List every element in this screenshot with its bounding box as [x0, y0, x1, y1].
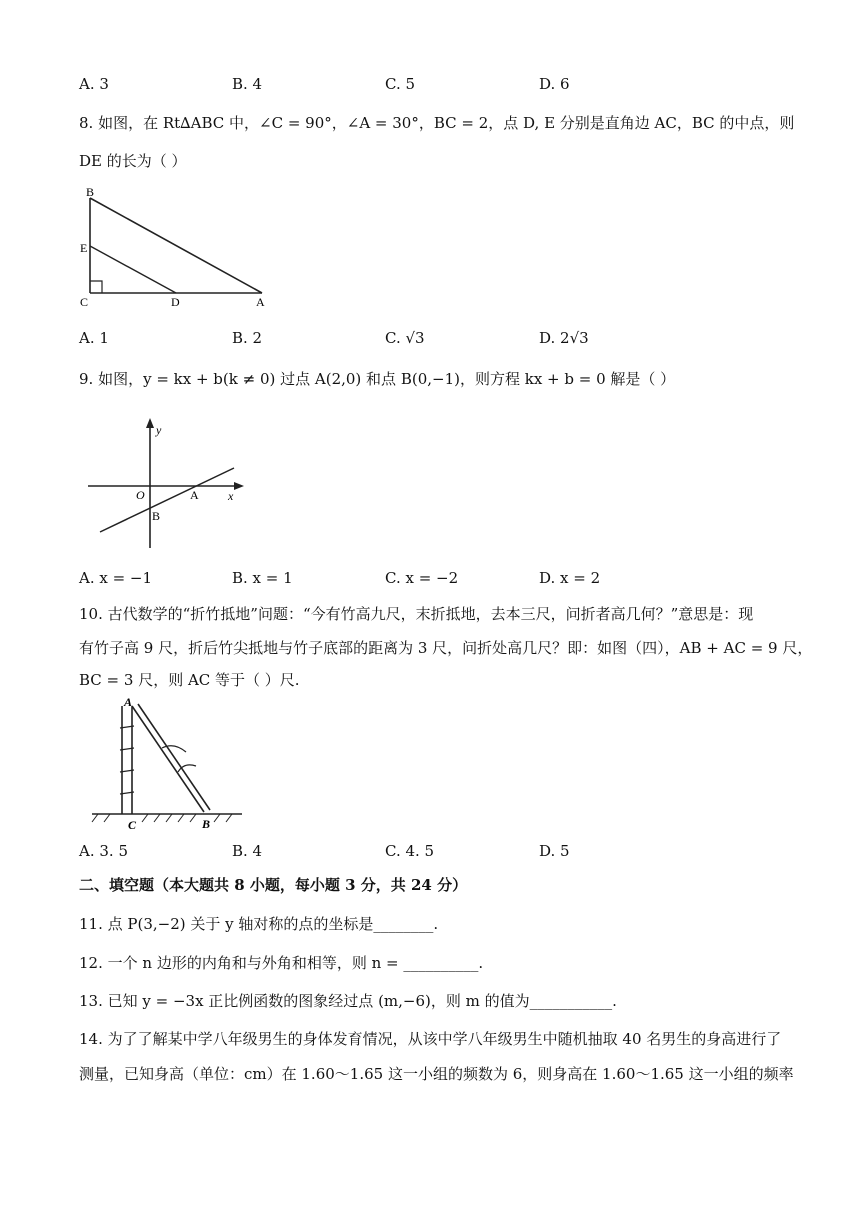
label-b: B — [152, 509, 161, 523]
q10-option-c: C. 4. 5 — [385, 842, 435, 860]
q7-option-a: A. 3 — [79, 75, 109, 93]
q13-stem: 13. 已知 y = −3x 正比例函数的图象经过点 (m,−6)，则 m 的值为___________. — [79, 992, 617, 1010]
q10-option-b: B. 4 — [232, 842, 263, 860]
q7-option-b: B. 4 — [232, 75, 263, 93]
q10-option-a: A. 3. 5 — [79, 842, 128, 860]
label-c: C — [80, 295, 89, 308]
q8-stem-line2: DE 的长为（ ） — [79, 152, 187, 170]
section-2-title: 二、填空题（本大题共 8 小题，每小题 3 分，共 24 分） — [79, 876, 468, 894]
q8-option-a: A. 1 — [79, 329, 109, 347]
q14-stem-line1: 14. 为了了解某中学八年级男生的身体发育情况，从该中学八年级男生中随机抽取 40 名男生的身高进行了 — [79, 1030, 782, 1048]
q9-option-d: D. x = 2 — [539, 569, 601, 587]
q9-stem: 9. 如图，y = kx + b(k ≠ 0) 过点 A(2,0) 和点 B(0,−1)，则方程 kx + b = 0 解是（ ） — [79, 370, 676, 388]
fallen-bamboo-edge-2 — [138, 704, 210, 810]
right-angle-mark — [90, 281, 102, 293]
q8-stem-line1: 8. 如图，在 Rt∆ABC 中，∠C = 90°，∠A = 30°，BC = 2，点 D, E 分别是直角边 AC，BC 的中点，则 — [79, 114, 795, 132]
q14-stem-line2: 测量，已知身高（单位：cm）在 1.60～1.65 这一小组的频数为 6，则身高在 1.60～1.65 这一小组的频率 — [79, 1065, 794, 1083]
label-d: D — [171, 295, 180, 308]
label-y: y — [156, 423, 162, 437]
line-y-kx-b — [100, 468, 234, 532]
label-b: B — [202, 817, 211, 831]
label-o: O — [136, 488, 145, 502]
q10-stem-line2: 有竹子高 9 尺，折后竹尖抵地与竹子底部的距离为 3 尺，问折处高几尺？即：如图（四），AB + AC = 9 尺， — [79, 639, 813, 657]
x-axis-arrow — [234, 482, 244, 490]
q10-stem-line3: BC = 3 尺，则 AC 等于（ ）尺. — [79, 671, 300, 689]
ground-hatching — [92, 814, 232, 822]
segment-de — [90, 246, 176, 293]
y-axis-arrow — [146, 418, 154, 428]
label-b: B — [86, 185, 95, 199]
q10-bamboo-figure — [88, 696, 248, 832]
q8-option-c: C. √3 — [385, 329, 425, 347]
q9-graph-figure — [84, 412, 254, 552]
label-a: A — [256, 295, 265, 308]
q8-triangle-figure — [76, 182, 276, 308]
label-e: E — [80, 241, 88, 255]
q7-option-d: D. 6 — [539, 75, 570, 93]
fallen-bamboo-edge-1 — [132, 706, 204, 812]
q9-option-c: C. x = −2 — [385, 569, 459, 587]
label-x: x — [228, 489, 234, 503]
q9-option-a: A. x = −1 — [79, 569, 153, 587]
q10-stem-line1: 10. 古代数学的“折竹抵地”问题：“今有竹高九尺，末折抵地，去本三尺，问折者高几何？”意思是：现 — [79, 605, 754, 623]
label-c: C — [128, 818, 137, 832]
q11-stem: 11. 点 P(3,−2) 关于 y 轴对称的点的坐标是________. — [79, 915, 439, 933]
q8-option-b: B. 2 — [232, 329, 263, 347]
q9-option-b: B. x = 1 — [232, 569, 293, 587]
q7-option-c: C. 5 — [385, 75, 416, 93]
bamboo-leaf-1 — [162, 746, 186, 752]
q10-option-d: D. 5 — [539, 842, 570, 860]
side-ab — [90, 198, 262, 293]
q8-option-d: D. 2√3 — [539, 329, 589, 347]
label-a: A — [124, 696, 133, 709]
label-a: A — [190, 488, 199, 502]
q12-stem: 12. 一个 n 边形的内角和与外角和相等，则 n = __________. — [79, 954, 484, 972]
